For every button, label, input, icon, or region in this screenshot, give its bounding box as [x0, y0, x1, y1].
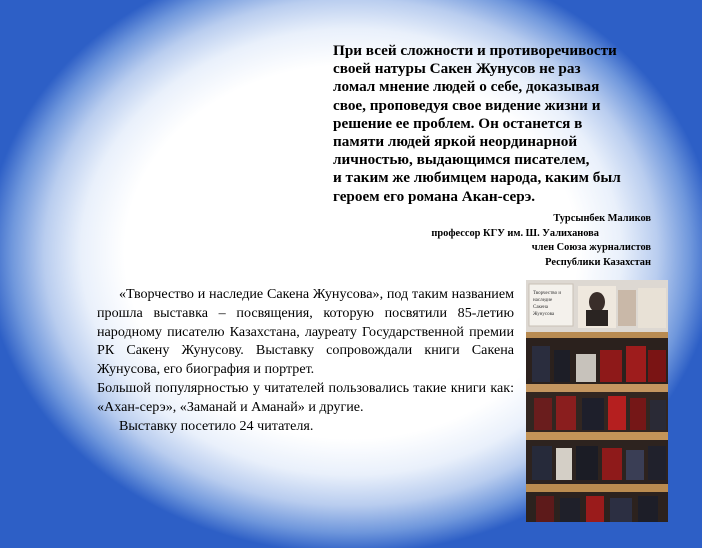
poster-text: Творчество и [533, 291, 562, 296]
bookshelf-illustration [526, 280, 668, 522]
quote-signature [351, 212, 651, 270]
quote-line: и таким же любимцем народа, каким был [333, 169, 621, 187]
article-paragraph: Большой популярностью у читателей пользовались такие книги как: «Ахан-серэ», «Заманай и Аманай» и другие. [97, 379, 514, 415]
signature-name: Турсынбек Маликов [553, 213, 651, 224]
quote-block [333, 42, 663, 206]
quote-line: своей натуры Сакен Жунусов не раз [333, 60, 581, 78]
svg-text:наследие: наследие [533, 298, 553, 303]
exhibition-photo [526, 280, 668, 522]
svg-text:Сакена: Сакена [533, 305, 548, 310]
quote-line: свое, проповедуя свое видение жизни и [333, 96, 601, 114]
signature-membership: член Союза журналистов [531, 242, 651, 254]
article-paragraph: Выставку посетило 24 читателя. [119, 417, 314, 434]
quote-line: При всей сложности и противоречивости [333, 42, 617, 59]
quote-line: героем его романа Акан-серэ. [333, 187, 536, 205]
quote-line: личностью, выдающимся писателем, [333, 151, 590, 169]
quote-line: ломал мнение людей о себе, доказывая [333, 78, 600, 96]
quote-line: памяти людей яркой неординарной [333, 133, 578, 151]
article-paragraph: «Творчество и наследие Сакена Жунусова», под таким названием прошла выставка – посвящения, которую посвятили 85-летию народному писателю Казахстана, лауреату Государственной премии РК Сакену Жунусову. Выставку сопровождали книги Сакена Жунусова, его биография и портрет. [97, 286, 514, 378]
article-body [97, 285, 514, 435]
quote-line: решение ее проблем. Он останется в [333, 114, 583, 132]
svg-text:Жунусова: Жунусова [533, 312, 555, 317]
signature-title: профессор КГУ им. Ш. Уалиханова [431, 227, 599, 239]
signature-country: Республики Казахстан [545, 256, 651, 268]
